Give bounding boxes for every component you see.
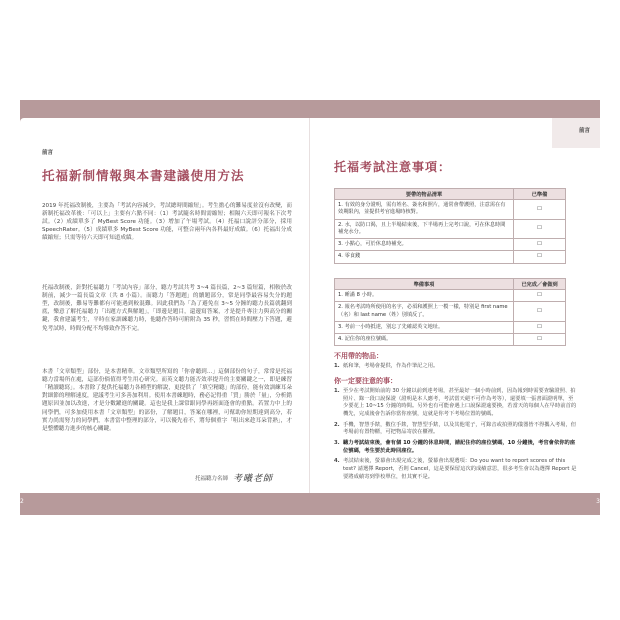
list-item-text: 手機，智慧手錶，數位手錶，智慧型手錶，以及其他電子，可錄音或拍照的儀器皆不得攜入考場，但考場前有置物櫃，可把物品寄放在櫃裡。	[343, 421, 577, 436]
list-item-text: 至少在考試開始前的 30 分鐘以前到達考場，甚至最好一個小時前到，因為報到時需要查驗證照、拍照片、錄一段口說保證（證明是本人應考，考試當天絕不可作為考等），還要填一張書面證明單，至少要花上 10~15 分鐘的時間。另外也有可能會遇上口說保證逾要換，若當天的每個人在早時前首的機先，完成後會告訴你當你座號，這就是你考下考場位置的號碼。	[343, 388, 577, 418]
checkbox-icon: ☐	[514, 219, 566, 239]
list-item-text: 聽力考試結束後，會有個 10 分鐘的休息時間，請記住你的座位號碼，10 分鐘後，考官會依你的座位號碼，考生要於此時回座位。	[343, 440, 576, 454]
right-page	[310, 118, 600, 493]
list-item-text: 考試結束後，螢幕會出現完成之後，螢幕會出現選項：Do you want to report scores of this test? 請選擇 Report，否則 Cancel，這是要保留這次的成績意思，很多考生會以為選擇 Report 是要將成績寄到學校單位，但其實不是。	[343, 458, 577, 480]
table2-header-tasks: 準備事項	[335, 279, 514, 290]
right-page-number: 3	[596, 498, 600, 505]
list-item-number: 3.	[334, 440, 340, 447]
left-page-title: 托福新制情報與本書建議使用方法	[42, 168, 245, 183]
table-cell: 3. 小點心，可於休息時補充。	[335, 239, 514, 251]
left-section-label: 前言	[42, 150, 54, 156]
intro-paragraph-2: 托福改制後，針對托福聽力「考試內容」部分，聽力考試共考 3~4 篇長篇，2~3 篇短篇，相較於改制前，減少一篇長篇文章（共 8 小篇）。而聽力「答題題」的續題部分，常是同學最容易失分的題型，改制後，難易等難都有可能遇到較混難。因此我們為「為了避免在 3~5 分鐘的聽力長篇就翻到底，樂意了解托福聽力「出題方式與解題」，「即邊是題目，還邊寫答案，才是提升專注力與高分的關鍵，我會建議考生，平時在家訓練聽力時，他聽作答時可附附為 35 秒，習慣在時間壓力下答題，避免考試時，時間分配不均導致作答不完。	[42, 285, 292, 332]
items-to-bring-table	[334, 188, 566, 264]
table-row	[335, 200, 566, 220]
table-cell: 2. 水，以防口渴，且上半場結束後，下半場再上完考口說，可在休息時間補充水分。	[335, 219, 514, 239]
checkbox-icon: ☐	[514, 290, 566, 302]
table-cell: 4. 零食錢	[335, 251, 514, 263]
table1-header-ready: 已準備	[514, 189, 566, 200]
intro-paragraph-1: 2019 年托福改制後，主要為「考試內容減少，考試總時間縮短」。考生擔心的難易度並沒有改變，而新制托福改革後：「可以上」主要有六點不同：（1）考試隨名時間需縮短；相隔六天即可報名下次考試。（2）成績單多了 MyBest Score 功能。（3）增加了午場考試。（4）托福口說評分部分，採用 SpeechRater。（5）成績單多 MyBest Score 功能，可整合兩年內各科最好成績。（6）托福出分成績縮短；只需等待六天即可知道成績。	[42, 203, 292, 242]
table-row	[335, 334, 566, 346]
right-section-label: 前言	[578, 128, 590, 134]
table-row	[335, 251, 566, 263]
list-item-text: 紙和筆，考場會提供，作為作筆記之用。	[343, 363, 439, 369]
table-cell: 2. 報名考試時所使用的名字，必須和護照上一模一樣，特別是 first name（名）和 last name（姓）別填反了。	[335, 302, 514, 322]
signature-prefix: 托福聽力名師	[195, 475, 229, 482]
notice-list	[334, 388, 578, 484]
intro-paragraph-3: 本書「文章類型」部份，是本書精華。文章類型所寫的「你會聽到…」這個部份的句子，常常是托福聽力當場所在處，這部份倘值得考生用心研究。而英文聽力能否效率提升的主要關鍵之一，即是練習「精讀聽寫」。本書除了提供托福聽力各種型的解說，更提供了「填空精聽」的部份，能有效訓練耳朵對細節的理解速度，建議考生可多善加利用。使用本書練題時，務必記得重「質」勝於「量」，分析錯題原因並加以改進，才是分數躍進的關鍵。這也是我上課常跟同學再經面逢會的重點。若置力中上的同學們，可多加使用本書「文章類型」的部份，了解題目，答案在哪裡，可幫助你短期達到高分，若實力尚需努力的同學們，本書當中整理的部分，可以優先看不，將每個重字「咀出來趁耳朵背熟」，才是整體聽力進步的核心關鍵。	[42, 369, 292, 432]
table-cell: 4. 記住你的座位號碼。	[335, 334, 514, 346]
signature-name: 考曦老師	[233, 474, 274, 484]
not-needed-list	[334, 363, 578, 374]
list-item	[334, 458, 578, 481]
right-page-title: 托福考試注意事項：	[334, 160, 452, 174]
list-item	[334, 388, 578, 419]
table-row	[335, 290, 566, 302]
table-cell: 1. 睡滿 8 小時。	[335, 290, 514, 302]
list-item	[334, 422, 578, 437]
checkbox-icon: ☐	[514, 334, 566, 346]
list-item-number: 4.	[334, 458, 340, 465]
book-spread	[20, 100, 600, 515]
not-needed-heading: 不用帶的物品：	[334, 352, 383, 360]
notice-heading: 你一定要注意的事：	[334, 377, 397, 385]
right-header-tab	[552, 118, 600, 148]
table-row	[335, 302, 566, 322]
table-row	[335, 321, 566, 333]
checkbox-icon: ☐	[514, 321, 566, 333]
preparation-table	[334, 278, 566, 346]
author-signature	[195, 471, 273, 484]
table-cell: 1. 有效的身分證明，需有姓名、簽名和照片，通常會帶護照，注意需在有效期限內，並提供考官進場時核對。	[335, 200, 514, 220]
checkbox-icon: ☐	[514, 200, 566, 220]
list-item-number: 1.	[334, 363, 340, 369]
checkbox-icon: ☐	[514, 251, 566, 263]
table1-header-items: 要帶的物品清單	[335, 189, 514, 200]
table-cell: 3. 考前一小時抵達，別忘了先確認英文地址。	[335, 321, 514, 333]
table2-header-done: 已完成／會做到	[514, 279, 566, 290]
checkbox-icon: ☐	[514, 302, 566, 322]
left-page-number: 2	[20, 498, 24, 505]
checkbox-icon: ☐	[514, 239, 566, 251]
left-page	[20, 118, 310, 493]
list-item-number: 1.	[334, 388, 340, 394]
table-row	[335, 219, 566, 239]
list-item	[334, 440, 578, 455]
list-item-number: 2.	[334, 421, 340, 428]
table-row	[335, 239, 566, 251]
list-item	[334, 363, 578, 371]
